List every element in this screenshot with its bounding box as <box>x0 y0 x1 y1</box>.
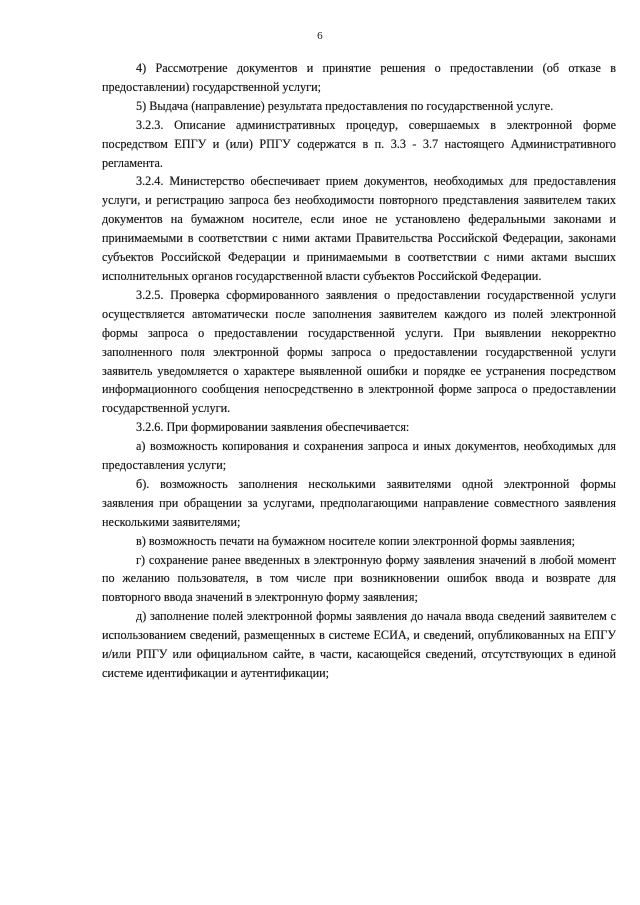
paragraph-3-2-5: 3.2.5. Проверка сформированного заявления о предоставлении государственной услуги осуществляется автоматически после заполнения заявителем каждого из полей электронной формы запроса о предоставлении государственной услуги. При выявлении некорректно заполненного поля электронной формы запроса о предоставлении государственной услуги заявитель уведомляется о характере выявленной ошибки и порядке ее устранения посредством информационного сообщения непосредственно в электронной форме запроса о предоставлении государственной услуги. <box>102 287 616 416</box>
list-item-d: д) заполнение полей электронной формы заявления до начала ввода сведений заявителем с использованием сведений, размещенных в системе ЕСИА, и сведений, опубликованных на ЕПГУ и/или РПГУ или официальном сайте, в части, касающейся сведений, отсутствующих в единой системе идентификации и аутентификации; <box>102 609 616 680</box>
page-number: 6 <box>317 30 323 42</box>
paragraph-3-2-3: 3.2.3. Описание административных процедур, совершаемых в электронной форме посредством ЕПГУ и (или) РПГУ содержатся в п. 3.3 - 3.7 настоящего Административного регламента. <box>102 117 616 170</box>
list-item-a: а) возможность копирования и сохранения запроса и иных документов, необходимых для предоставления услуги; <box>102 439 616 473</box>
paragraph-3-2-4: 3.2.4. Министерство обеспечивает прием документов, необходимых для предоставления услуги, и регистрацию запроса без необходимости повторного представления заявителем таких документов на бумажном носителе, если иное не установлено федеральными законами и принимаемыми в соответствии с ними актами Правительства Российской Федерации, законами субъектов Российской Федерации и принимаемыми в соответствии с ними актами высших исполнительных органов государственной власти субъектов Российской Федерации. <box>102 174 616 283</box>
paragraph-3-2-6: 3.2.6. При формировании заявления обеспечивается: <box>136 420 410 435</box>
document-body <box>102 59 616 683</box>
list-item-g: г) сохранение ранее введенных в электронную форму заявления значений в любой момент по желанию пользователя, в том числе при возникновении ошибок ввода и возврате для повторного ввода значений в электронную форму заявления; <box>102 552 616 605</box>
paragraph-item-5: 5) Выдача (направление) результата предоставления по государственной услуге. <box>136 98 554 113</box>
paragraph-item-4: 4) Рассмотрение документов и принятие решения о предоставлении (об отказе в предоставлении) государственной услуги; <box>102 61 616 94</box>
list-item-v: в) возможность печати на бумажном носителе копии электронной формы заявления; <box>136 533 576 548</box>
list-item-b: б). возможность заполнения несколькими заявителями одной электронной формы заявления при обращении за услугами, предполагающими направление совместного заявления несколькими заявителями; <box>102 476 616 529</box>
